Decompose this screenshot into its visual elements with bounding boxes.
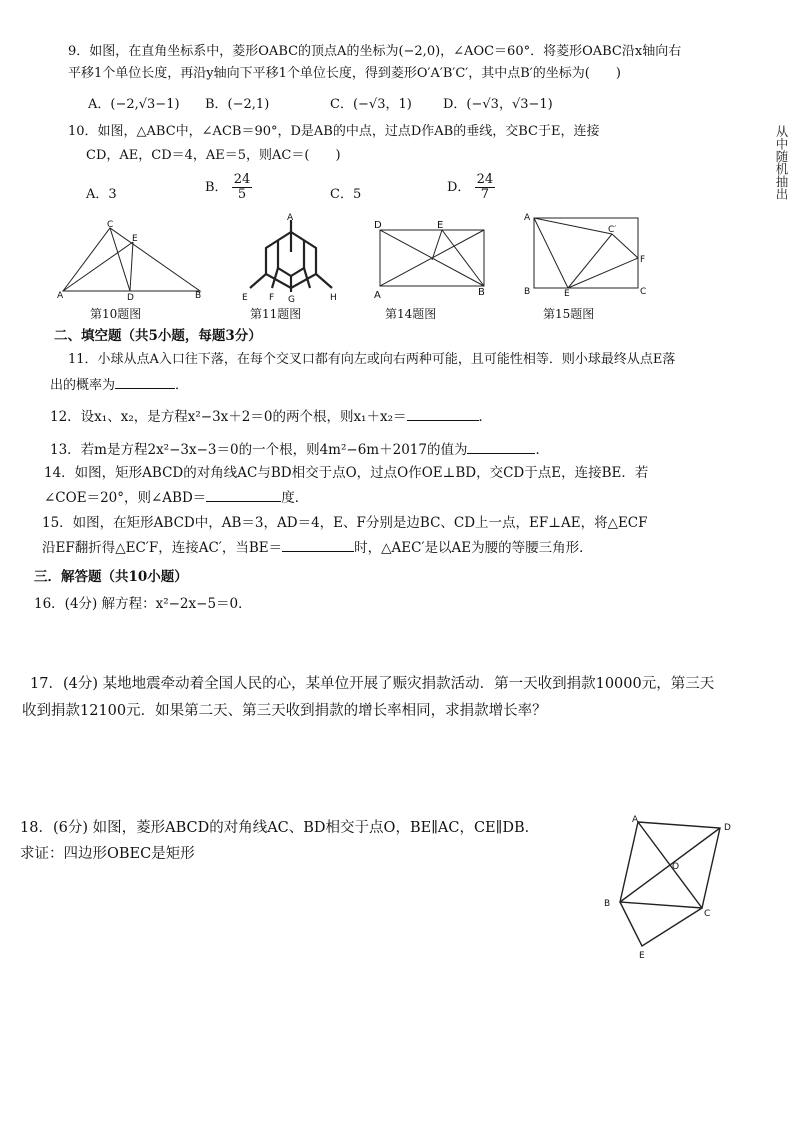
q9-option-a: A．(−2,√3−1) [88,97,180,112]
caption-figure-15: 第15题图 [543,307,595,321]
q14-prompt: ∠COE＝20°，则∠ABD＝ [44,490,207,506]
q10-option-a: A．3 [86,187,117,202]
q15-line1: 15．如图，在矩形ABCD中，AB＝3，AD＝4，E、F分别是边BC、CD上一点，EF⊥AE，将△ECF [42,515,648,531]
fig15-label-b: B [524,287,531,297]
q10-option-d-numerator: 24 [476,172,494,187]
q9-option-c: C．(−√3，1) [330,97,412,112]
q9-option-d: D．(−√3，√3−1) [443,97,553,112]
q13-answer-blank[interactable] [467,441,535,454]
q12-text: 12．设x₁、x₂，是方程x²−3x＋2＝0的两个根，则x₁＋x₂＝ [50,409,407,425]
fig11-label-e: E [242,293,248,303]
figure-11 [236,212,346,304]
q10-option-d-denominator: 7 [480,187,489,202]
fig14-label-b: B [478,287,485,298]
q15-end: 时，△AEC′是以AE为腰的等腰三角形． [354,540,593,556]
fig10-label-b: B [195,291,202,301]
q18-line1: 18．(6分) 如图，菱形ABCD的对角线AC、BD相交于点O，BE∥AC，CE∥DB． [20,820,540,836]
q9-line1: 9．如图，在直角坐标系中，菱形OABC的顶点A的坐标为(−2,0)，∠AOC＝60°．将菱形OABC沿x轴向右 [68,44,682,59]
q14-line2 [44,489,308,506]
fig15-label-c-prime: C′ [608,225,617,235]
q18-line2: 求证：四边形OBEC是矩形 [20,846,195,862]
q15-line2 [42,539,593,556]
q13-line [50,441,549,458]
caption-figure-14: 第14题图 [385,307,437,321]
figure-18 [592,812,742,964]
q9-line2: 平移1个单位长度，再沿y轴向下平移1个单位长度，得到菱形O′A′B′C′，其中点B′的坐标为( ) [68,66,621,81]
q10-line1: 10．如图，△ABC中，∠ACB＝90°，D是AB的中点，过点D作AB的垂线，交BC于E，连接 [68,124,600,139]
q10-option-b [205,173,252,202]
fig11-label-g: G [288,295,295,304]
q11-end: ． [175,378,189,393]
fig10-label-a: A [57,291,64,301]
q11-prompt: 出的概率为 [50,378,116,393]
q11-answer-blank[interactable] [115,376,175,389]
fig18-label-a: A [632,815,639,825]
q15-prompt: 沿EF翻折得△EC′F，连接AC′，当BE＝ [42,540,283,556]
q17-line1: 17．(4分) 某地地震牵动着全国人民的心，某单位开展了赈灾捐款活动．第一天收到捐款10000元，第三天 [30,676,715,692]
fig18-label-e: E [639,951,645,961]
q11-line1: 11．小球从点A入口往下落，在每个交叉口都有向左或向右两种可能，且可能性相等．则小球最终从点E落 [68,352,676,367]
fig10-label-c: C [107,220,114,230]
q10-option-c: C．5 [330,187,362,202]
q12-answer-blank[interactable] [407,408,479,421]
figure-10 [55,218,210,303]
fig18-label-d: D [724,823,731,833]
q10-option-b-denominator: 5 [237,187,247,202]
q10-line2: CD，AE，CD＝4，AE＝5，则AC＝( ) [86,148,341,163]
fig11-label-f: F [269,293,275,303]
fig10-label-d: D [127,293,134,303]
caption-figure-10: 第10题图 [90,307,142,321]
q12-end: ． [478,409,492,425]
section-2-title: 二、填空题（共5小题，每题3分） [54,328,262,344]
q9-option-b: B．(−2,1) [205,97,270,112]
fig15-label-e: E [564,289,570,298]
q17-line2: 收到捐款12100元．如果第二天、第三天收到捐款的增长率相同，求捐款增长率？ [22,703,547,719]
side-margin-text: 从中随机抽出 [774,125,789,200]
q10-option-d [447,173,495,202]
q14-answer-blank[interactable] [206,489,281,502]
fig15-label-f: F [640,255,646,265]
fig18-label-c: C [704,909,711,919]
fig14-label-d: D [374,220,382,231]
fig18-label-o: O [672,862,680,872]
fig15-label-c: C [640,287,647,297]
q15-answer-blank[interactable] [282,539,354,552]
q16-text: 16．(4分) 解方程：x²−2x−5＝0． [34,596,252,612]
caption-figure-11: 第11题图 [250,307,302,321]
section-3-title: 三．解答题（共10小题） [34,569,188,585]
q10-option-b-prefix: B． [205,180,228,195]
fig14-label-e: E [437,220,444,231]
fig11-label-h: H [330,293,337,303]
figure-14 [370,216,495,302]
q13-text: 13．若m是方程2x²−3x−3＝0的一个根，则4m²−6m＋2017的值为 [50,442,468,458]
figure-15 [520,212,650,298]
fig14-label-a: A [374,290,381,301]
q14-line1: 14．如图，矩形ABCD的对角线AC与BD相交于点O，过点O作OE⊥BD，交CD于点E，连接BE．若 [44,465,649,481]
fig11-label-a: A [287,213,294,223]
fig18-label-b: B [604,899,611,909]
q11-line2 [50,376,188,394]
fig10-label-e: E [132,234,138,244]
q13-end: ． [535,442,549,458]
q14-end: 度． [281,490,309,506]
q12-line [50,408,492,425]
q10-option-b-numerator: 24 [233,172,251,187]
fig15-label-a: A [524,213,531,223]
q10-option-d-prefix: D． [447,180,471,195]
